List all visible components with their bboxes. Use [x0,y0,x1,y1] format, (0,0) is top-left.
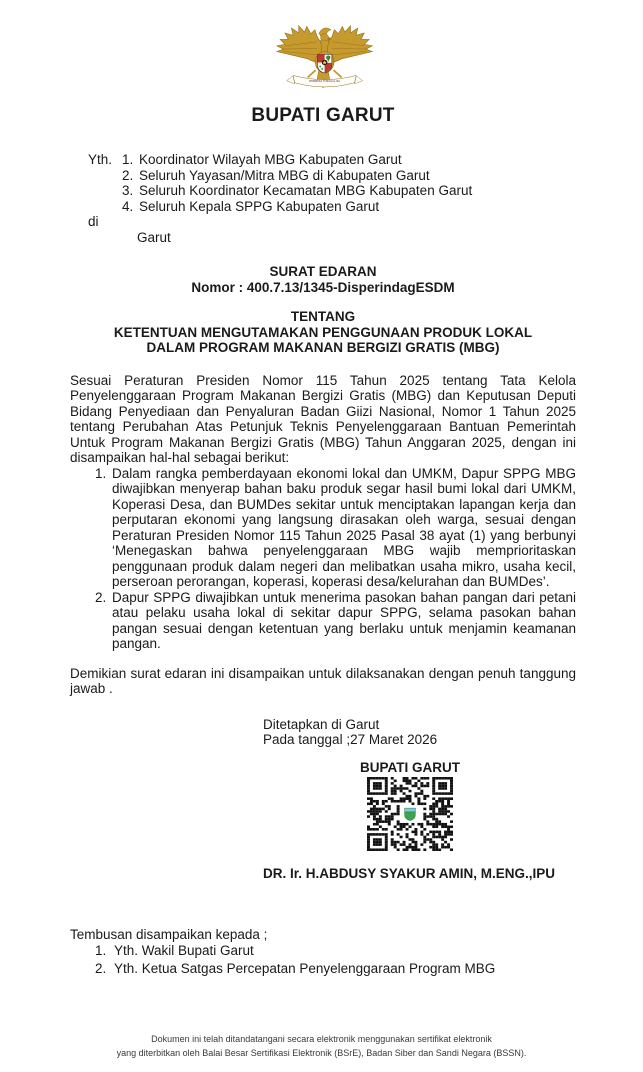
body-point: 2. Dapur SPPG diwajibkan untuk menerima pasokan bahan pangan dari petani atau pelaku usaha lokal di sekitar dapur SPPG, selama pasokan bahan pangan sesuai dengan ketentuan yang berlaku untuk menjamin keamanan pangan. [110,590,576,652]
letterhead-title: BUPATI GARUT [251,105,395,126]
recipients-block [88,152,576,214]
about-line-2: DALAM PROGRAM MAKANAN BERGIZI GRATIS (MBG) [146,340,500,355]
tembusan-list [70,942,576,977]
recipients-place: Garut [137,229,171,245]
signer-name: DR. Ir. H.ABDUSY SYAKUR AMIN, M.ENG.,IPU [263,866,556,881]
body-intro-paragraph: Sesuai Peraturan Presiden Nomor 115 Tahun 2025 tentang Tata Kelola Penyelenggaraan Program Makanan Bergizi Gratis (MBG) dan Keputusan Deputi Bidang Penyediaan dan Penyaluran Badan Giizi Nasional, Nomor 1 Tahun 2025 tentang Perubahan Atas Petunjuk Teknis Penyelenggaraan Bantuan Pemerintah Untuk Program Makanan Bergizi Gratis (MBG) Tahun Anggaran 2025, dengan ini disampaikan hal-hal sebagai berikut: [70,372,576,465]
recipients-salutation: Yth. [88,152,113,167]
recipients-list [116,152,472,214]
footer-line-1: Dokumen ini telah ditandatangani secara elektronik menggunakan sertifikat elektronik [151,1034,492,1044]
footer-line-2: yang diterbitkan oleh Balai Besar Sertifikasi Elektronik (BSrE), Badan Siber dan Sandi Negara (BSSN). [116,1047,527,1058]
body-points-list [70,466,576,652]
tembusan-item: 2. Yth. Ketua Satgas Percepatan Penyelenggaraan Program MBG [110,960,576,978]
recipient-item: 2. Seluruh Yayasan/Mitra MBG di Kabupaten Garut [137,168,472,184]
tembusan-item: 1. Yth. Wakil Bupati Garut [110,942,576,960]
recipient-item: 4. Seluruh Kepala SPPG Kabupaten Garut [137,199,472,215]
about-label: TENTANG [290,309,356,324]
document-type: SURAT EDARAN [269,264,377,279]
about-line-1: KETENTUAN MENGUTAMAKAN PENGGUNAAN PRODUK LOKAL [113,324,533,340]
subject-block [70,264,576,356]
recipients-di-label: di [88,214,99,229]
closing-paragraph: Demikian surat edaran ini disampaikan untuk dilaksanakan dengan penuh tanggung jawab . [70,665,576,696]
electronic-signature-qr-code [367,777,453,851]
svg-text:BHINNEKA TUNGGAL IKA: BHINNEKA TUNGGAL IKA [309,79,341,83]
recipient-item: 1. Koordinator Wilayah MBG Kabupaten Garut [137,152,472,168]
body-point: 1. Dalam rangka pemberdayaan ekonomi lokal dan UMKM, Dapur SPPG MBG diwajibkan menyerap bahan baku produk segar hasil bumi lokal dari UMKM, Koperasi Desa, dan BUMDes sekitar untuk menciptakan lapangan kerja dan perputaran ekonomi yang langsung dirasakan oleh warga, sesuai dengan Peraturan Presiden Nomor 115 Tahun 2025 Pasal 38 ayat (1) yang berbunyi ‘Menegaskan bahwa penyelenggaraan MBG wajib memprioritaskan penggunaan produk dalam negeri dan melibatkan usaha mikro, usaha kecil, perseroan perorangan, koperasi, koperasi desa/kelurahan dan BUMDes’. [110,466,576,590]
document-number: Nomor : 400.7.13/1345-DisperindagESDM [191,279,455,295]
signer-title: BUPATI GARUT [360,759,460,775]
signature-block [263,717,557,882]
signature-place-line: Ditetapkan di Garut [263,716,380,732]
signature-date-line: Pada tanggal ;27 Maret 2026 [263,732,438,747]
recipient-item: 3. Seluruh Koordinator Kecamatan MBG Kabupaten Garut [137,183,472,199]
tembusan-block [70,927,576,978]
garuda-pancasila-emblem-icon [268,24,378,92]
tembusan-heading: Tembusan disampaikan kepada ; [70,926,268,942]
garut-crest-logo [401,807,418,822]
electronic-signature-footer [0,1033,643,1060]
